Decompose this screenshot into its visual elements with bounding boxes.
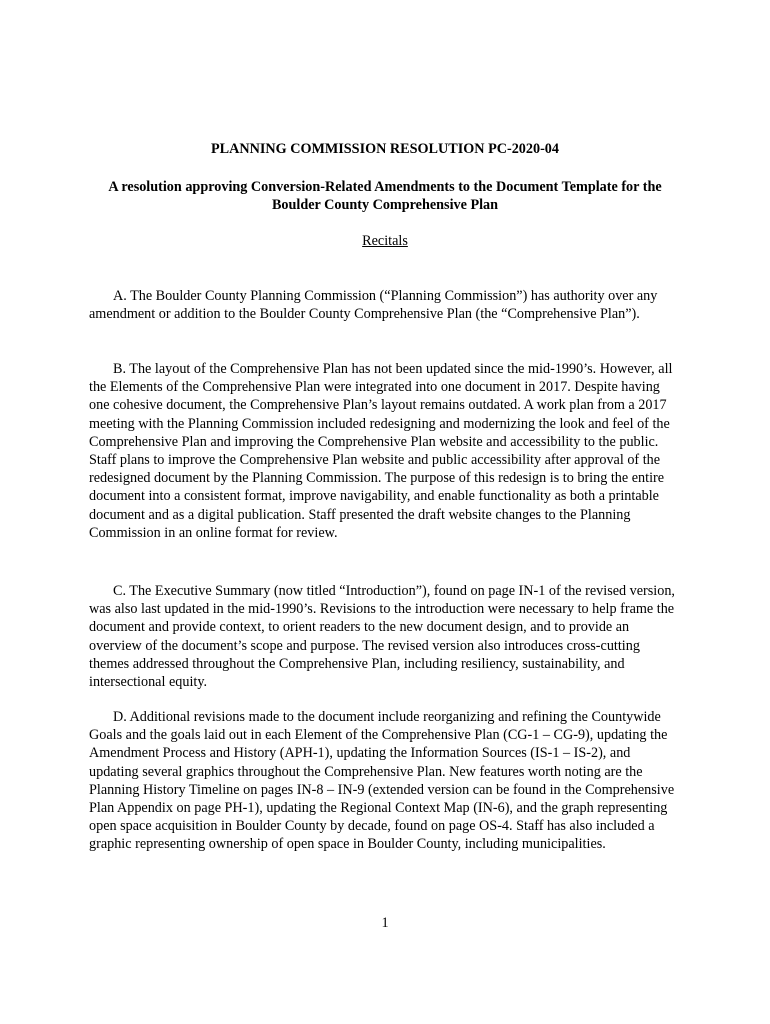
recital-paragraph-d: D. Additional revisions made to the document include reorganizing and refining the Countywide Goals and the goals laid out in each Element of the Comprehensive Plan (CG-1 – CG-9), updating the Amendment Process and History (APH-1), updating the Information Sources (IS-1 – IS-2), and updating several graphics throughout the Comprehensive Plan. New features worth noting are the Planning History Timeline on pages IN-8 – IN-9 (extended version can be found in the Comprehensive Plan Appendix on page PH-1), updating the Regional Context Map (IN-6), and the graph representing open space acquisition in Boulder County by decade, found on page OS-4. Staff has also included a graphic representing ownership of open space in Boulder County, including municipalities.	[89, 709, 675, 853]
resolution-title: PLANNING COMMISSION RESOLUTION PC-2020-04	[210, 141, 559, 157]
recital-paragraph-a: A. The Boulder County Planning Commission (“Planning Commission”) has authority over any amendment or addition to the Boulder County Comprehensive Plan (the “Comprehensive Plan”).	[89, 288, 658, 323]
resolution-subtitle: A resolution approving Conversion-Related Amendments to the Document Template for the Boulder County Comprehensive Plan	[108, 179, 662, 213]
recital-paragraph-b: B. The layout of the Comprehensive Plan has not been updated since the mid-1990’s. However, all the Elements of the Comprehensive Plan were integrated into one document in 2017. Despite having one cohesive document, the Comprehensive Plan’s layout remains outdated. A work plan from a 2017 meeting with the Planning Commission included redesigning and modernizing the look and feel of the Comprehensive Plan and improving the Comprehensive Plan website and accessibility to the public. Staff plans to improve the Comprehensive Plan website and public accessibility after approval of the redesigned document by the Planning Commission. The purpose of this redesign is to bring the entire document into a consistent format, improve navigability, and enable functionality as both a printable document and as a digital publication. Staff presented the draft website changes to the Planning Commission in an online format for review.	[89, 361, 673, 541]
recitals-heading: Recitals	[362, 233, 408, 249]
page-number: 1	[381, 915, 389, 931]
recital-paragraph-c: C. The Executive Summary (now titled “Introduction”), found on page IN-1 of the revised version, was also last updated in the mid-1990’s. Revisions to the introduction were necessary to help frame the document and provide context, to orient readers to the new document design, and to provide an overview of the document’s scope and purpose. The revised version also introduces cross-cutting themes addressed throughout the Comprehensive Plan, including resiliency, sustainability, and intersectional equity.	[89, 583, 675, 691]
